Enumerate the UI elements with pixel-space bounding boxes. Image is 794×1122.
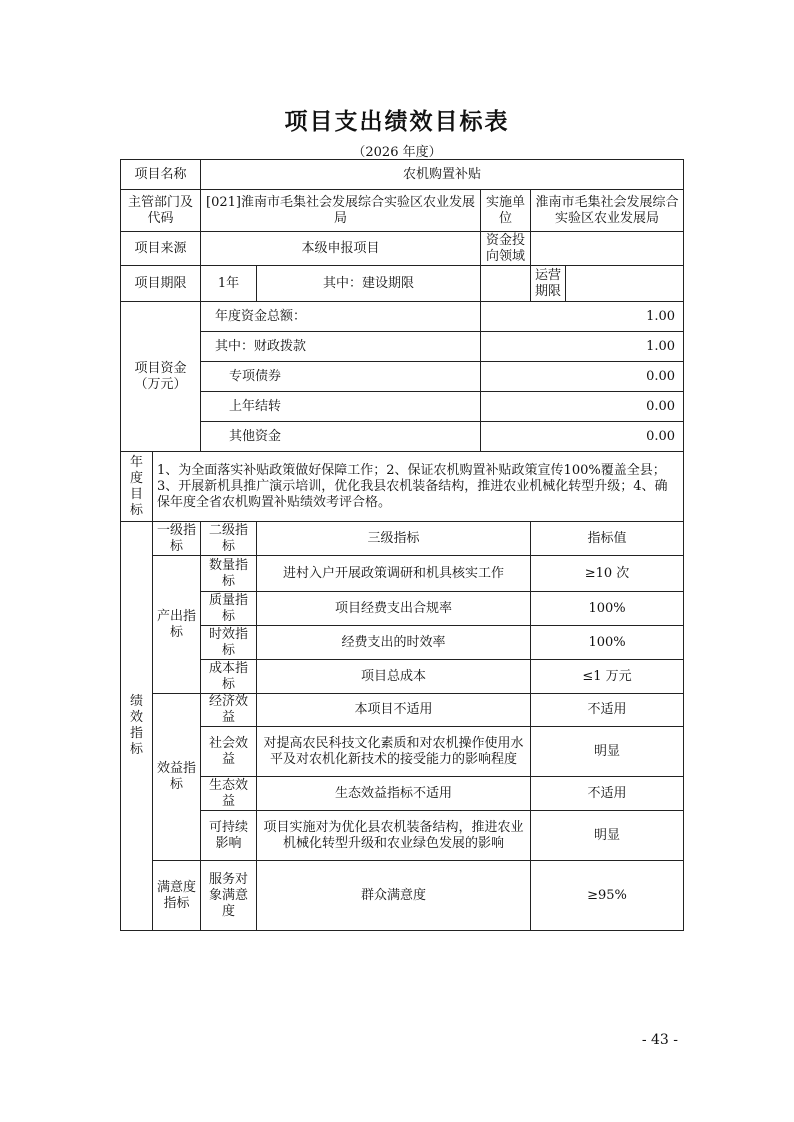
indicator-level2: 成本指标 [201, 660, 257, 694]
indicator-level3: 对提高农民科技文化素质和对农机操作使用水平及对农机化新技术的接受能力的影响程度 [257, 727, 531, 777]
fund-row-value: 0.00 [481, 362, 684, 392]
period-value: 1年 [201, 266, 257, 302]
indicator-value: 100% [531, 626, 684, 660]
indicator-level2: 社会效益 [201, 727, 257, 777]
fund-row [121, 422, 684, 452]
indicator-row [121, 592, 684, 626]
fund-row [121, 332, 684, 362]
indicator-level3: 项目总成本 [257, 660, 531, 694]
department-row [121, 190, 684, 232]
indicator-row [121, 694, 684, 727]
indicator-row [121, 626, 684, 660]
indicator-value: ≥10 次 [531, 556, 684, 592]
page-number: - 43 - [641, 1032, 678, 1048]
annual-goal-text: 1、为全面落实补贴政策做好保障工作；2、保证农机购置补贴政策宣传100%覆盖全县；3、开展新机具推广演示培训，优化我县农机装备结构，推进农业机械化转型升级；4、确保年度全省农机购置补贴绩效考评合格。 [153, 452, 684, 522]
indicator-level2: 数量指标 [201, 556, 257, 592]
output-indicator-label: 产出指标 [153, 556, 201, 694]
indicator-level3: 项目经费支出合规率 [257, 592, 531, 626]
indicator-level3: 群众满意度 [257, 861, 531, 931]
indicator-level2: 生态效益 [201, 777, 257, 811]
impl-unit-value: 淮南市毛集社会发展综合实验区农业发展局 [531, 190, 684, 232]
fund-row-label: 其他资金 [201, 422, 481, 452]
indicator-value: 100% [531, 592, 684, 626]
fund-row-value: 1.00 [481, 302, 684, 332]
indicator-row [121, 556, 684, 592]
source-label: 项目来源 [121, 232, 201, 266]
fund-row-label: 年度资金总额： [201, 302, 481, 332]
build-period-value [481, 266, 531, 302]
indicator-row [121, 777, 684, 811]
fund-row [121, 392, 684, 422]
project-name-value: 农机购置补贴 [201, 160, 684, 190]
indicator-row [121, 660, 684, 694]
project-name-label: 项目名称 [121, 160, 201, 190]
indicator-row [121, 811, 684, 861]
benefit-indicator-label: 效益指标 [153, 694, 201, 861]
fund-row-label: 专项债券 [201, 362, 481, 392]
indicator-level3: 生态效益指标不适用 [257, 777, 531, 811]
header-level3: 三级指标 [257, 522, 531, 556]
fund-row [121, 362, 684, 392]
department-value: [021]淮南市毛集社会发展综合实验区农业发展局 [201, 190, 481, 232]
indicator-level2: 服务对象满意度 [201, 861, 257, 931]
department-label: 主管部门及代码 [121, 190, 201, 232]
period-row [121, 266, 684, 302]
invest-area-label: 资金投向领域 [481, 232, 531, 266]
source-row [121, 232, 684, 266]
fund-row-value: 1.00 [481, 332, 684, 362]
impl-unit-label: 实施单位 [481, 190, 531, 232]
page-title: 项目支出绩效目标表 [284, 109, 510, 135]
indicator-value: 不适用 [531, 777, 684, 811]
header-value: 指标值 [531, 522, 684, 556]
indicator-value: ≥95% [531, 861, 684, 931]
indicator-header-row [121, 522, 684, 556]
annual-goal-label: 年度目标 [121, 452, 153, 522]
indicator-level2: 质量指标 [201, 592, 257, 626]
indicator-level3: 项目实施对为优化县农机装备结构，推进农业机械化转型升级和农业绿色发展的影响 [257, 811, 531, 861]
project-name-row [121, 160, 684, 190]
indicator-level2: 可持续影响 [201, 811, 257, 861]
fund-row-value: 0.00 [481, 422, 684, 452]
fund-row-label: 其中：财政拨款 [201, 332, 481, 362]
annual-goal-row [121, 452, 684, 522]
funds-label: 项目资金（万元） [121, 302, 201, 452]
fund-row-value: 0.00 [481, 392, 684, 422]
indicator-value: 不适用 [531, 694, 684, 727]
header-level2: 二级指标 [201, 522, 257, 556]
indicator-row [121, 727, 684, 777]
indicator-level3: 进村入户开展政策调研和机具核实工作 [257, 556, 531, 592]
operation-period-label: 运营期限 [531, 266, 566, 302]
indicator-level3: 本项目不适用 [257, 694, 531, 727]
indicator-value: ≤1 万元 [531, 660, 684, 694]
indicator-level2: 经济效益 [201, 694, 257, 727]
indicator-level2: 时效指标 [201, 626, 257, 660]
fund-row [121, 302, 684, 332]
satisfaction-indicator-label: 满意度指标 [153, 861, 201, 931]
source-value: 本级申报项目 [201, 232, 481, 266]
indicator-value: 明显 [531, 811, 684, 861]
fund-row-label: 上年结转 [201, 392, 481, 422]
build-period-label: 其中：建设期限 [257, 266, 481, 302]
header-level1: 一级指标 [153, 522, 201, 556]
indicator-value: 明显 [531, 727, 684, 777]
operation-period-value [566, 266, 684, 302]
indicator-row [121, 861, 684, 931]
indicator-level3: 经费支出的时效率 [257, 626, 531, 660]
performance-label: 绩效指标 [121, 522, 153, 931]
invest-area-value [531, 232, 684, 266]
performance-target-table [120, 159, 684, 931]
period-label: 项目期限 [121, 266, 201, 302]
fiscal-year: （2026 年度） [352, 145, 442, 160]
